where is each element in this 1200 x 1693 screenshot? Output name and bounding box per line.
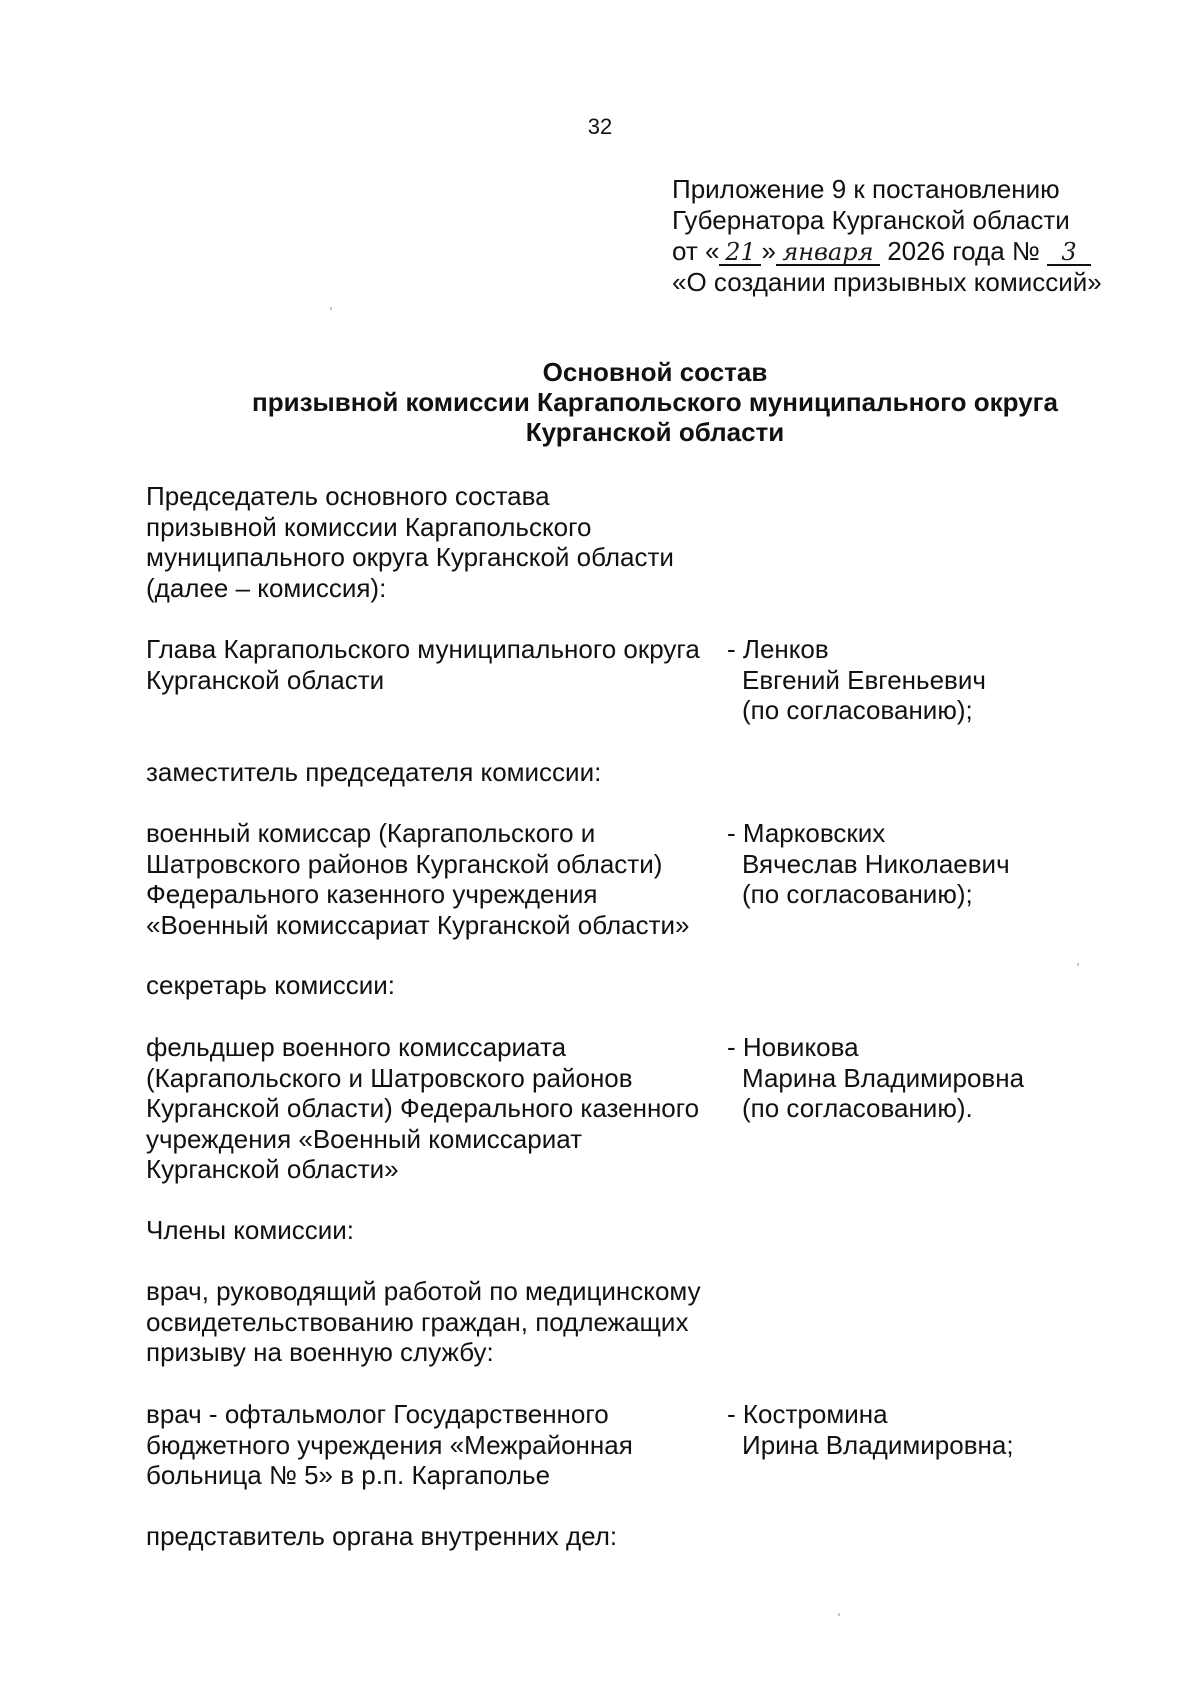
- doctor-position-line-3: больница № 5» в р.п. Каргаполье: [146, 1460, 551, 1490]
- appendix-line-1: Приложение 9 к постановлению: [672, 174, 1060, 204]
- secretary-note: (по согласованию).: [742, 1093, 973, 1123]
- chairman-heading-line-3: муниципального округа Курганской области: [146, 542, 674, 572]
- chairman-heading-line-2: призывной комиссии Каргапольского: [146, 511, 592, 542]
- deputy-position-line-2: Шатровского районов Курганской области): [146, 848, 663, 879]
- deputy-name: Вячеслав Николаевич: [742, 848, 1010, 879]
- doctor-position-line-2: бюджетного учреждения «Межрайонная: [146, 1429, 633, 1460]
- chairman-note: (по согласованию);: [742, 695, 973, 725]
- deputy-heading-text: заместитель председателя комиссии:: [146, 757, 602, 787]
- handwritten-day: 21: [719, 240, 761, 266]
- doctor-heading-line-1: врач, руководящий работой по медицинскому: [146, 1276, 701, 1306]
- appendix-line-2: Губернатора Курганской области: [672, 205, 1070, 235]
- secretary-position: [146, 1032, 699, 1185]
- doctor-person: [727, 1399, 1014, 1460]
- police-heading-text: представитель органа внутренних дел:: [146, 1521, 618, 1551]
- appendix-line-4: «О создании призывных комиссий»: [672, 267, 1102, 297]
- title-line-3: Курганской области: [525, 417, 785, 447]
- scan-speck: [330, 307, 332, 310]
- title-line-1: Основной состав: [542, 357, 768, 387]
- deputy-note: (по согласованию);: [742, 879, 973, 909]
- deputy-position-line-1: военный комиссар (Каргапольского и: [146, 818, 596, 848]
- police-heading: [146, 1521, 617, 1552]
- secretary-position-line-1: фельдшер военного комиссариата: [146, 1032, 567, 1062]
- deputy-heading: [146, 757, 601, 788]
- secretary-heading-text: секретарь комиссии:: [146, 970, 395, 1000]
- deputy-position-line-4: «Военный комиссариат Курганской области»: [146, 909, 690, 940]
- handwritten-month: января: [776, 240, 880, 266]
- chairman-heading: [146, 481, 674, 603]
- secretary-surname: - Новикова: [727, 1032, 859, 1062]
- members-heading: [146, 1215, 354, 1246]
- doctor-position-line-1: врач - офтальмолог Государственного: [146, 1399, 609, 1429]
- scan-speck: [1077, 963, 1079, 966]
- document-title: [0, 357, 1200, 447]
- chairman-person: [727, 634, 986, 726]
- members-heading-text: Члены комиссии:: [146, 1215, 355, 1245]
- deputy-surname: - Марковских: [727, 818, 886, 848]
- doctor-position: [146, 1399, 633, 1491]
- secretary-heading: [146, 970, 395, 1001]
- deputy-position-line-3: Федерального казенного учреждения: [146, 879, 598, 909]
- secretary-position-line-3: Курганской области) Федерального казенного: [146, 1093, 700, 1123]
- appendix-date-line: [672, 236, 1172, 267]
- scan-speck: [838, 1613, 840, 1616]
- doctor-heading: [146, 1276, 701, 1368]
- doctor-heading-line-2: освидетельствованию граждан, подлежащих: [146, 1306, 689, 1337]
- date-prefix: от «: [672, 236, 720, 266]
- doctor-surname: - Костромина: [727, 1399, 888, 1429]
- chairman-heading-line-1: Председатель основного состава: [146, 481, 550, 511]
- handwritten-number: 3: [1047, 240, 1091, 266]
- title-line-2: призывной комиссии Каргапольского муниципального округа: [252, 387, 1058, 417]
- chairman-position-line-2: Курганской области: [146, 664, 385, 695]
- chairman-heading-line-4: (далее – комиссия):: [146, 572, 387, 603]
- deputy-position: [146, 818, 690, 940]
- date-year: 2026 года №: [887, 236, 1040, 266]
- chairman-surname: - Ленков: [727, 634, 829, 664]
- chairman-name: Евгений Евгеньевич: [742, 664, 986, 695]
- doctor-heading-line-3: призыву на военную службу:: [146, 1337, 494, 1367]
- deputy-person: [727, 818, 1010, 910]
- secretary-position-line-5: Курганской области»: [146, 1154, 399, 1184]
- date-mid: »: [761, 236, 776, 266]
- secretary-position-line-4: учреждения «Военный комиссариат: [146, 1123, 583, 1154]
- chairman-position-line-1: Глава Каргапольского муниципального округа: [146, 634, 700, 664]
- chairman-position: [146, 634, 700, 695]
- page-number: 32: [587, 114, 613, 139]
- doctor-name: Ирина Владимировна;: [742, 1429, 1014, 1460]
- secretary-name: Марина Владимировна: [742, 1062, 1025, 1093]
- secretary-position-line-2: (Каргапольского и Шатровского районов: [146, 1062, 633, 1093]
- secretary-person: [727, 1032, 1024, 1124]
- appendix-header: [672, 174, 1172, 298]
